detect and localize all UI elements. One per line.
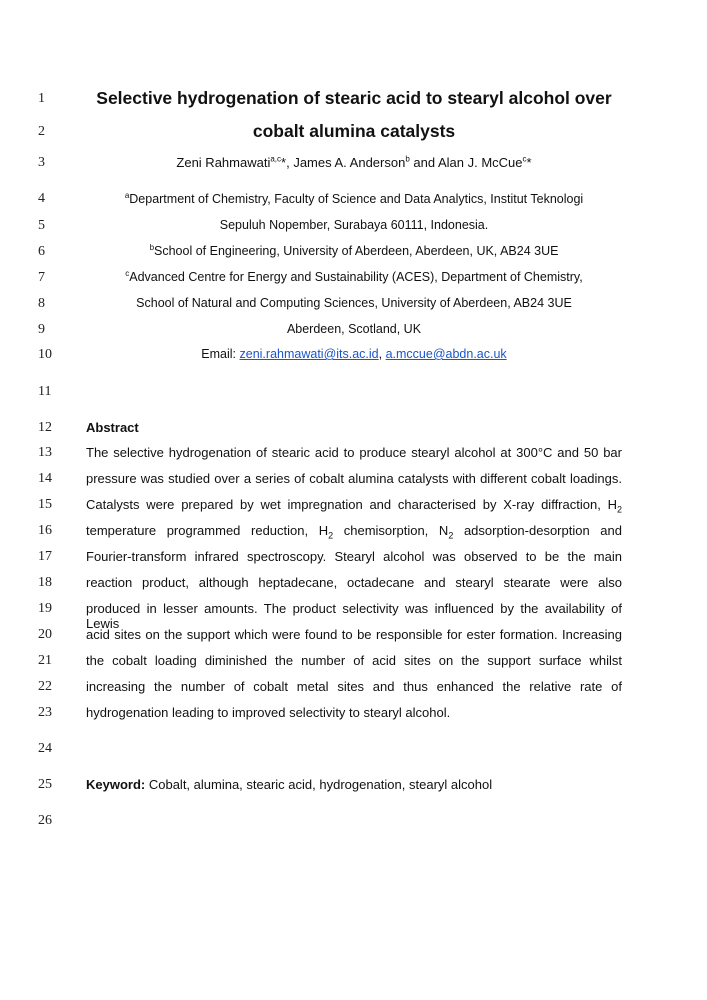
- affiliation-marker: b: [405, 154, 410, 164]
- line-number: 7: [38, 270, 45, 285]
- line-number: 20: [38, 627, 52, 642]
- affiliation-marker: b: [149, 242, 155, 252]
- line-number: 23: [38, 705, 52, 720]
- line-number: 9: [38, 322, 45, 337]
- line-number: 22: [38, 679, 52, 694]
- line-number: 14: [38, 471, 52, 486]
- abstract-line: acid sites on the support which were found to be responsible for ester formation. Increasing: [86, 627, 622, 642]
- email-label: Email:: [201, 347, 240, 361]
- line-number: 2: [38, 124, 45, 139]
- line-number: 16: [38, 523, 52, 538]
- keywords-line: [86, 777, 622, 792]
- author-name: James A. Anderson: [293, 155, 406, 170]
- line-number: 19: [38, 601, 52, 616]
- author-name: Alan J. McCue: [437, 155, 523, 170]
- line-number: 25: [38, 777, 52, 792]
- affiliation-marker: c: [125, 268, 130, 278]
- abstract-line: The selective hydrogenation of stearic acid to produce stearyl alcohol at 300°C and 50 bar: [86, 445, 622, 460]
- abstract-line: [86, 497, 622, 515]
- affiliation-text: Advanced Centre for Energy and Sustainability (ACES), Department of Chemistry,: [129, 270, 583, 284]
- line-number: 15: [38, 497, 52, 512]
- paper-title-line-2: cobalt alumina catalysts: [252, 121, 456, 141]
- keywords-label: Keyword:: [86, 777, 146, 792]
- corresponding-mark: *,: [281, 155, 294, 170]
- line-number: 12: [38, 420, 52, 435]
- email-link-mccue[interactable]: a.mccue@abdn.ac.uk: [385, 347, 507, 361]
- line-number: 5: [38, 218, 45, 233]
- abstract-line: reaction product, although heptadecane, octadecane and stearyl stearate were also: [86, 575, 622, 590]
- abstract-text: temperature programmed reduction, H: [86, 523, 329, 538]
- author-name: Zeni Rahmawati: [176, 155, 271, 170]
- affiliation-b: [86, 244, 622, 258]
- line-number: 21: [38, 653, 52, 668]
- abstract-line: increasing the number of cobalt metal sites and thus enhanced the relative rate of: [86, 679, 622, 694]
- author-conjunction: and: [409, 155, 438, 170]
- line-number: 3: [38, 155, 45, 170]
- abstract-line: produced in lesser amounts. The product selectivity was influenced by the availability of Lewis: [86, 601, 622, 631]
- keywords-text: Cobalt, alumina, stearic acid, hydrogenation, stearyl alcohol: [145, 777, 493, 792]
- line-number: 8: [38, 296, 45, 311]
- affiliation-marker: a: [124, 190, 130, 200]
- abstract-line: Fourier-transform infrared spectroscopy. Stearyl alcohol was observed to be the main: [86, 549, 622, 564]
- affiliation-c-cont-2: Aberdeen, Scotland, UK: [286, 322, 422, 336]
- abstract-line: pressure was studied over a series of cobalt alumina catalysts with different cobalt loadings.: [86, 471, 622, 486]
- affiliation-text: Department of Chemistry, Faculty of Science and Data Analytics, Institut Teknologi: [129, 192, 584, 206]
- line-number: 24: [38, 741, 52, 756]
- corresponding-mark: *: [526, 155, 532, 170]
- affiliation-c: [86, 270, 622, 284]
- paper-title-line-1: Selective hydrogenation of stearic acid to stearyl alcohol over: [96, 88, 612, 108]
- abstract-text: chemisorption, N: [333, 523, 449, 538]
- affiliation-a-cont: Sepuluh Nopember, Surabaya 60111, Indonesia.: [219, 218, 489, 232]
- line-number: 11: [38, 384, 52, 399]
- abstract-line: hydrogenation leading to improved selectivity to stearyl alcohol.: [86, 705, 451, 720]
- line-number: 10: [38, 347, 52, 362]
- abstract-line: the cobalt loading diminished the number of acid sites on the support surface whilst: [86, 653, 622, 668]
- abstract-text: Catalysts were prepared by wet impregnation and characterised by X-ray diffraction, H: [86, 497, 617, 512]
- abstract-heading: Abstract: [86, 420, 139, 435]
- subscript: 2: [448, 530, 454, 541]
- affiliation-marker: c: [522, 154, 527, 164]
- affiliation-a: [86, 192, 622, 206]
- affiliation-marker: a,c: [270, 154, 282, 164]
- author-list: [86, 155, 622, 170]
- abstract-line: [86, 523, 622, 541]
- email-separator: ,: [378, 347, 386, 361]
- subscript: 2: [616, 504, 622, 515]
- line-number: 1: [38, 91, 45, 106]
- line-number: 17: [38, 549, 52, 564]
- line-number: 13: [38, 445, 52, 460]
- abstract-text: adsorption-desorption and: [453, 523, 622, 538]
- subscript: 2: [328, 530, 334, 541]
- line-number: 4: [38, 191, 45, 206]
- line-number: 18: [38, 575, 52, 590]
- line-number: 6: [38, 244, 45, 259]
- email-link-rahmawati[interactable]: zeni.rahmawati@its.ac.id: [239, 347, 379, 361]
- email-line: [86, 347, 622, 361]
- affiliation-c-cont-1: School of Natural and Computing Sciences, University of Aberdeen, AB24 3UE: [136, 296, 572, 310]
- affiliation-text: School of Engineering, University of Aberdeen, Aberdeen, UK, AB24 3UE: [154, 244, 559, 258]
- line-number: 26: [38, 813, 52, 828]
